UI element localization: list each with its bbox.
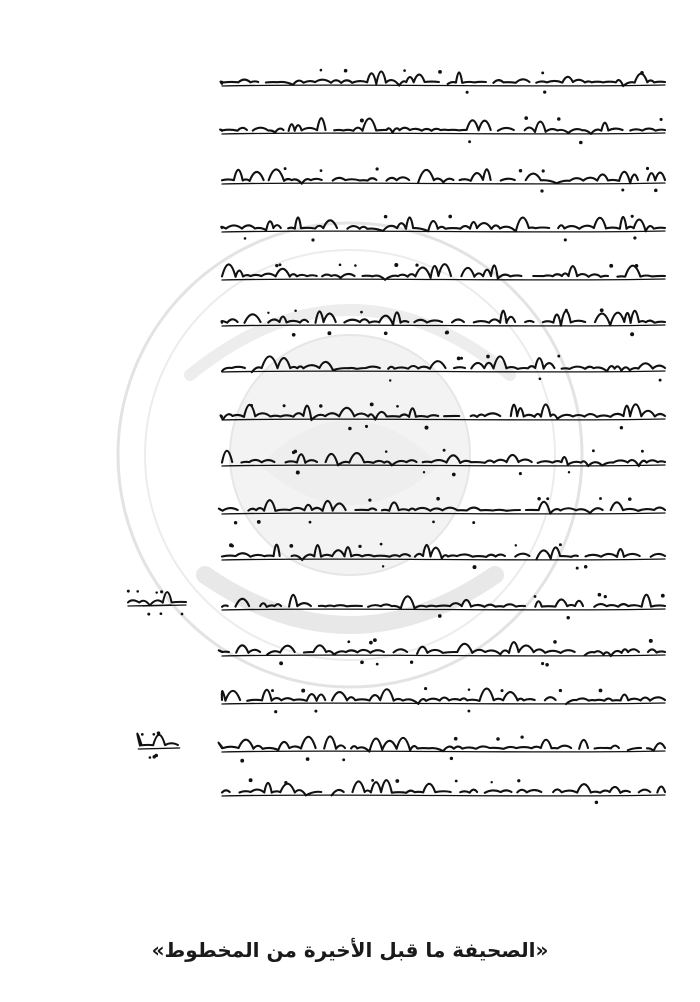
diacritic-dot: [257, 520, 261, 524]
diacritic-dot: [599, 689, 603, 693]
diacritic-dot: [244, 237, 247, 240]
diacritic-dot: [534, 595, 537, 598]
diacritic-dot: [342, 758, 345, 761]
diacritic-dot: [309, 521, 312, 524]
diacritic-dot: [584, 565, 588, 569]
manuscript-line-14-baseline: [222, 703, 665, 704]
diacritic-dot: [424, 687, 427, 690]
diacritic-dot: [229, 543, 233, 547]
diacritic-dot: [152, 733, 155, 736]
diacritic-dot: [289, 544, 293, 548]
diacritic-dot: [271, 689, 274, 692]
diacritic-dot: [306, 757, 310, 761]
diacritic-dot: [635, 264, 639, 268]
manuscript-line-8-baseline: [222, 419, 665, 420]
manuscript-line-4: [221, 217, 665, 231]
diacritic-dot: [448, 215, 452, 219]
diacritic-dot: [467, 710, 470, 713]
manuscript-line-3-baseline: [222, 183, 665, 184]
diacritic-dot: [436, 497, 440, 501]
diacritic-dot: [496, 737, 500, 741]
diacritic-dot: [311, 238, 314, 241]
diacritic-dot: [545, 663, 549, 667]
diacritic-dot: [410, 661, 413, 664]
diacritic-dot: [368, 498, 371, 501]
diacritic-dot: [598, 593, 602, 597]
margin-note-1-baseline: [128, 605, 186, 606]
manuscript-line-1: [221, 71, 665, 86]
margin-notes: [128, 592, 186, 749]
diacritic-dot: [604, 595, 607, 598]
diacritic-dot: [457, 356, 461, 360]
diacritic-dot: [385, 450, 388, 453]
diacritic-dot: [659, 379, 662, 382]
diacritic-dot: [455, 780, 458, 783]
diacritic-dot: [395, 779, 399, 783]
margin-note-1: [128, 592, 186, 605]
diacritic-dot: [284, 781, 287, 784]
manuscript-line-9-baseline: [222, 465, 665, 466]
diacritic-dot: [152, 755, 155, 758]
manuscript-line-13: [219, 642, 665, 656]
diacritic-dot: [369, 641, 373, 645]
diacritic-dot: [537, 497, 541, 501]
diacritic-dot: [546, 497, 549, 500]
diacritic-dot: [283, 404, 286, 407]
diacritic-dot: [382, 565, 384, 567]
diacritic-dot: [425, 426, 429, 430]
diacritic-dot: [432, 521, 435, 524]
diacritic-dot: [649, 639, 653, 643]
diacritic-dot: [559, 543, 562, 546]
diacritic-dot: [515, 544, 517, 546]
diacritic-dot: [365, 425, 368, 428]
diacritic-dot: [486, 355, 490, 359]
diacritic-dot: [500, 689, 503, 692]
diacritic-dot: [360, 311, 363, 314]
diacritic-dot: [460, 357, 463, 360]
manuscript-line-10-baseline: [222, 513, 665, 514]
diacritic-dot: [319, 404, 322, 407]
diacritic-dot: [473, 565, 477, 569]
diacritic-dot: [157, 731, 161, 735]
diacritic-dot: [396, 405, 399, 408]
manuscript-line-11: [222, 545, 665, 560]
diacritic-dot: [423, 471, 425, 473]
manuscript-line-14: [222, 689, 665, 705]
diacritic-dot: [520, 735, 523, 738]
diacritic-dot: [279, 661, 283, 665]
diacritic-dot: [564, 238, 567, 241]
diacritic-dot: [452, 473, 456, 477]
diacritic-dot: [576, 567, 579, 570]
diacritic-dot: [568, 471, 570, 473]
diacritic-dot: [136, 590, 139, 593]
diacritic-dot: [292, 333, 296, 337]
diacritic-dot: [284, 167, 287, 170]
diacritic-dot: [438, 70, 442, 74]
diacritic-dot: [155, 591, 157, 593]
manuscript-line-5: [222, 264, 665, 280]
diacritic-dot: [628, 497, 632, 501]
diacritic-dot: [566, 616, 569, 619]
diacritic-dot: [620, 426, 623, 429]
diacritic-dot: [630, 332, 634, 336]
diacritic-dot: [249, 778, 253, 782]
diacritic-dot: [141, 733, 144, 736]
margin-note-2: [137, 733, 178, 745]
margin-note-2-baseline: [138, 748, 179, 749]
diacritic-dot: [654, 189, 658, 193]
diacritic-dot: [641, 450, 644, 453]
diacritic-dot: [541, 71, 544, 74]
diacritic-dot: [454, 737, 458, 741]
diacritic-dot: [633, 236, 636, 239]
diacritic-dot: [621, 188, 624, 191]
diacritic-dot: [595, 801, 598, 804]
diacritic-dot: [540, 189, 543, 192]
diacritic-dot: [339, 263, 342, 266]
diacritic-dot: [384, 215, 388, 219]
diacritic-dot: [296, 471, 300, 475]
diacritic-dot: [267, 312, 269, 314]
manuscript-line-3: [222, 169, 665, 183]
manuscript-line-5-baseline: [222, 279, 665, 280]
diacritic-dot: [472, 521, 475, 524]
manuscript-line-13-baseline: [222, 655, 665, 656]
diacritic-dot: [320, 169, 323, 172]
diacritic-dot: [375, 167, 378, 170]
diacritic-dot: [314, 710, 317, 713]
diacritic-dot: [292, 451, 295, 454]
diacritic-dot: [250, 404, 253, 407]
diacritic-dot: [275, 264, 278, 267]
manuscript-line-2: [220, 118, 665, 134]
diacritic-dot: [149, 756, 152, 759]
manuscript-line-6-baseline: [222, 325, 665, 326]
manuscript-line-1-baseline: [222, 85, 665, 86]
diacritic-dot: [370, 402, 374, 406]
diacritic-dot: [600, 308, 604, 312]
diacritic-dot: [539, 377, 542, 380]
diacritic-dot: [524, 116, 528, 120]
manuscript-line-2-baseline: [222, 133, 665, 134]
diacritic-dot: [609, 264, 613, 268]
page-caption: «الصحيفة ما قبل الأخيرة من المخطوط»: [151, 938, 549, 962]
diacritic-dot: [468, 688, 471, 691]
manuscript-line-15: [219, 736, 665, 751]
manuscript-line-12: [222, 595, 665, 609]
diacritic-dot: [542, 169, 545, 172]
manuscript-line-7: [222, 356, 665, 372]
diacritic-dot: [557, 355, 560, 358]
diacritic-dot: [274, 710, 277, 713]
diacritic-dot: [468, 140, 471, 143]
diacritic-dot: [394, 263, 398, 267]
diacritic-dot: [646, 167, 649, 170]
diacritic-dot: [160, 590, 163, 593]
manuscript-lines: [219, 71, 665, 796]
diacritic-dot: [360, 119, 364, 123]
manuscript-line-16-baseline: [222, 795, 665, 796]
diacritic-dot: [543, 90, 546, 93]
diacritic-dot: [565, 309, 568, 312]
diacritic-dot: [181, 613, 184, 616]
diacritic-dot: [279, 263, 282, 266]
diacritic-dot: [557, 117, 561, 121]
diacritic-dot: [376, 663, 379, 666]
diacritic-dot: [327, 331, 331, 335]
manuscript-line-9: [222, 451, 665, 466]
diacritic-dot: [234, 521, 237, 524]
diacritic-dot: [415, 263, 418, 266]
manuscript-line-10: [219, 500, 665, 513]
diacritic-dot: [347, 640, 350, 643]
diacritic-dot: [491, 781, 493, 783]
diacritic-dot: [348, 427, 352, 431]
diacritic-dot: [445, 331, 448, 334]
diacritic-dot: [344, 69, 348, 73]
diacritic-dot: [301, 689, 305, 693]
diacritic-dot: [403, 69, 406, 72]
diacritic-dot: [147, 613, 150, 616]
diacritic-dot: [640, 71, 644, 75]
diacritic-dot: [661, 594, 665, 598]
diacritic-dot: [380, 543, 383, 546]
diacritic-dot: [320, 69, 323, 72]
diacritic-dot: [371, 779, 374, 782]
manuscript-line-7-baseline: [222, 371, 665, 372]
manuscript-line-6: [221, 311, 665, 326]
diacritic-dot: [450, 757, 453, 760]
diacritic-dot: [384, 331, 388, 335]
diacritic-dot: [517, 779, 520, 782]
diacritic-dot: [541, 662, 544, 665]
diacritic-dot: [579, 141, 583, 145]
diacritic-dot: [519, 472, 522, 475]
diacritic-dot: [438, 614, 442, 618]
diacritic-dot: [240, 759, 244, 763]
diacritic-dot: [466, 91, 469, 94]
manuscript-line-8: [221, 404, 665, 420]
diacritic-dot: [553, 640, 557, 644]
diacritic-dot: [519, 169, 522, 172]
diacritic-dot: [360, 660, 364, 664]
diacritic-dot: [559, 689, 562, 692]
diacritic-dot: [443, 449, 446, 452]
diacritic-dot: [592, 449, 595, 452]
diacritic-dot: [631, 215, 634, 218]
diacritic-dot: [358, 545, 361, 548]
diacritic-dot: [660, 118, 663, 121]
diacritic-dot: [354, 264, 357, 267]
manuscript-line-15-baseline: [222, 751, 665, 752]
diacritic-dot: [373, 638, 377, 642]
manuscript-line-16: [222, 780, 665, 795]
diacritic-dot: [389, 379, 391, 381]
diacritic-dot: [160, 612, 163, 615]
diacritic-dot: [599, 497, 602, 500]
diacritic-dot: [294, 309, 297, 312]
manuscript-line-12-baseline: [222, 609, 665, 610]
diacritic-dot: [127, 590, 130, 593]
manuscript-line-4-baseline: [222, 231, 665, 232]
manuscript-line-11-baseline: [222, 559, 665, 560]
